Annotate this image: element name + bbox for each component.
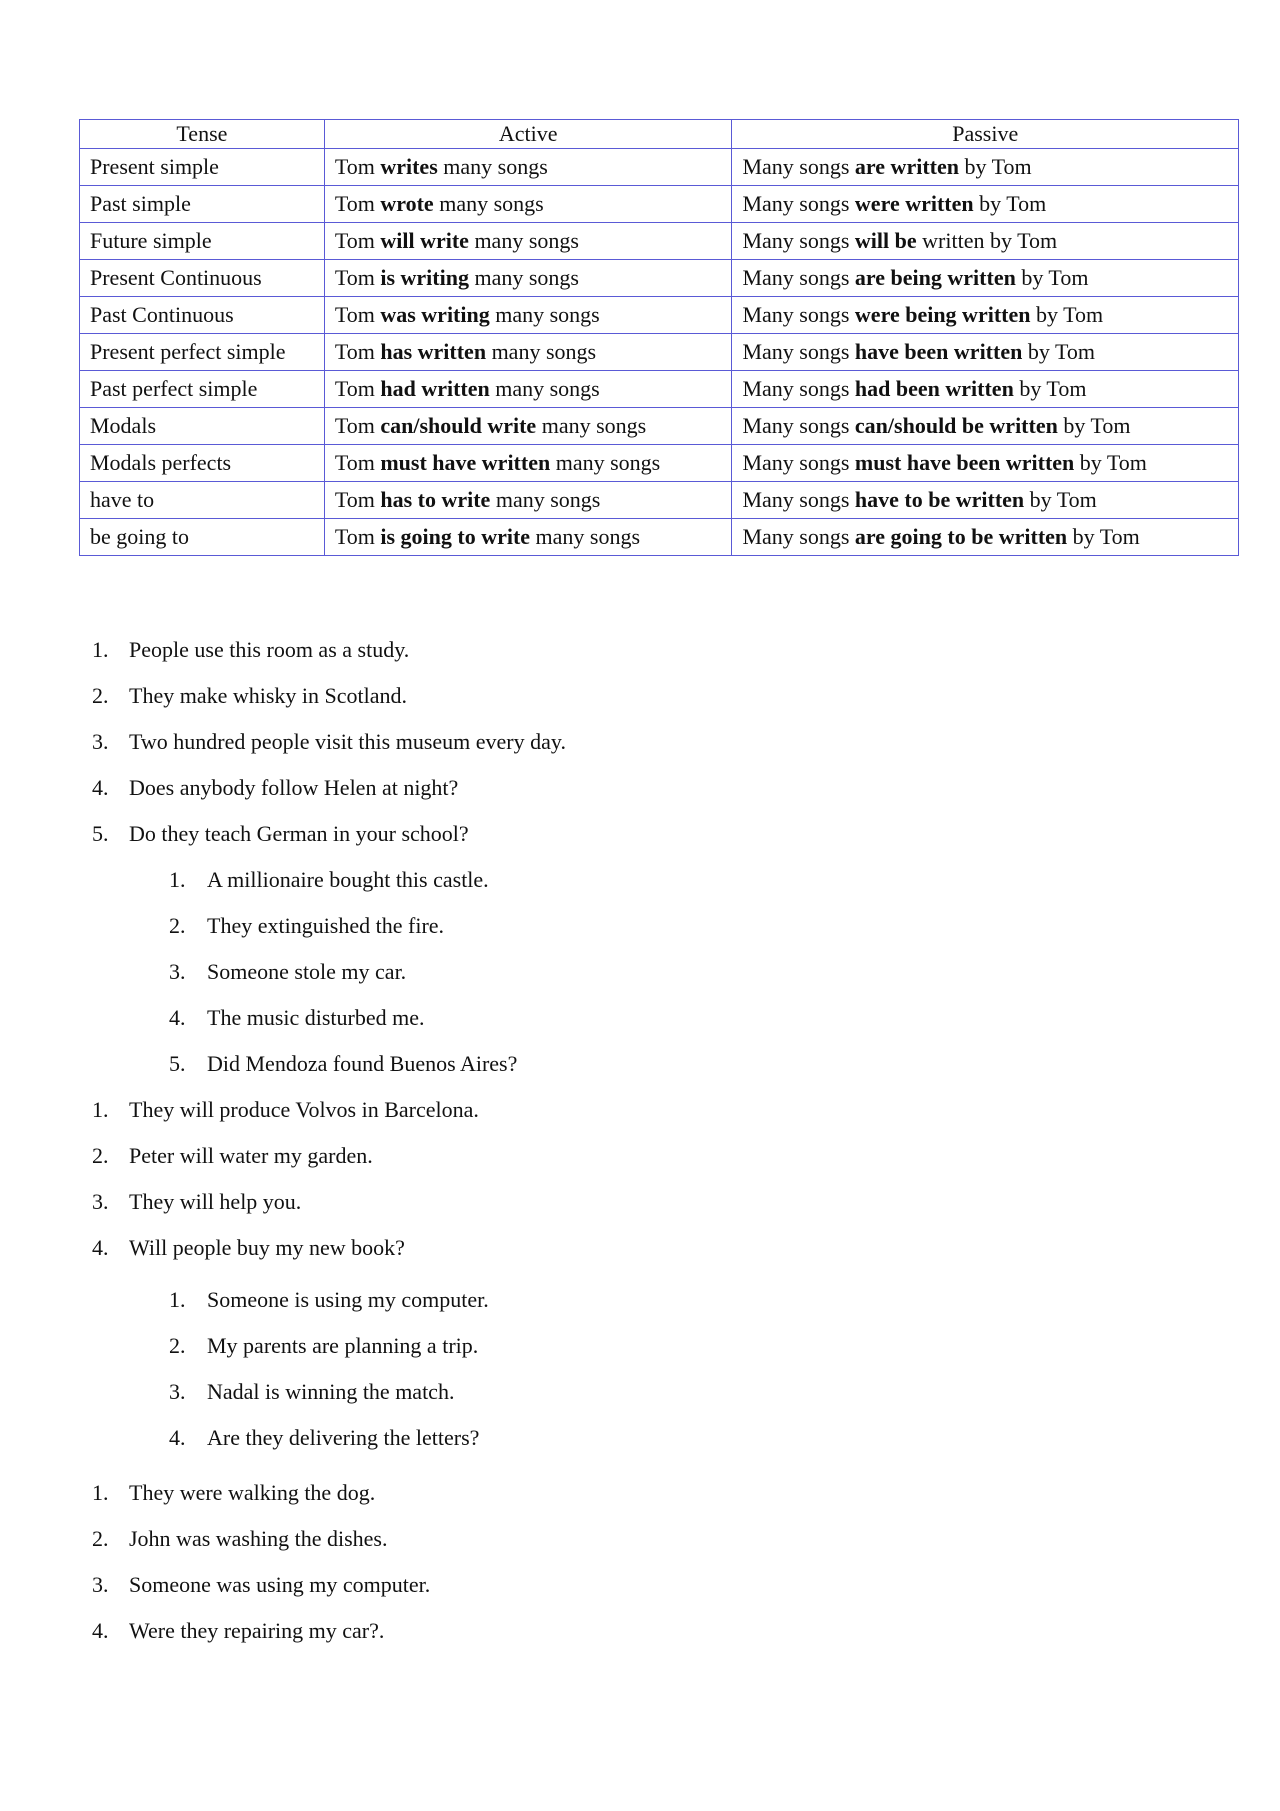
list-item-number: 3. — [92, 729, 109, 754]
plain-text: Tom — [334, 450, 381, 475]
passive-cell — [732, 297, 1239, 334]
list-item: They will help you. — [129, 1189, 302, 1214]
passive-cell — [732, 334, 1239, 371]
list-item-number: 4. — [169, 1005, 186, 1030]
active-cell — [324, 371, 732, 408]
table-header-row — [80, 120, 1239, 149]
list-item: Someone is using my computer. — [207, 1287, 489, 1312]
plain-text: many songs — [437, 154, 548, 179]
plain-text: Tom — [334, 191, 381, 216]
list-item-number: 2. — [92, 1143, 109, 1168]
passive-cell — [732, 186, 1239, 223]
verb-phrase: must have been written — [854, 450, 1075, 475]
active-cell — [324, 223, 732, 260]
list-item-number: 2. — [169, 1333, 186, 1358]
list-item-number: 3. — [92, 1189, 109, 1214]
passive-cell — [732, 223, 1239, 260]
verb-phrase: must have written — [380, 450, 551, 475]
table-row — [80, 519, 1239, 556]
list-item-number: 3. — [92, 1572, 109, 1597]
plain-text: Tom — [334, 339, 381, 364]
plain-text: many songs — [468, 265, 579, 290]
tense-cell: Past Continuous — [80, 297, 325, 334]
header-active: Active — [324, 120, 732, 149]
list-item-number: 2. — [92, 683, 109, 708]
active-cell — [324, 519, 732, 556]
list-item: They will produce Volvos in Barcelona. — [129, 1097, 479, 1122]
table-row — [80, 408, 1239, 445]
verb-phrase: can/should be written — [854, 413, 1058, 438]
list-item: Are they delivering the letters? — [207, 1425, 480, 1450]
tense-cell: be going to — [80, 519, 325, 556]
plain-text: by Tom — [958, 154, 1032, 179]
verb-phrase: writes — [380, 154, 438, 179]
list-item: Someone was using my computer. — [129, 1572, 431, 1597]
plain-text: by Tom — [1015, 265, 1089, 290]
plain-text: Tom — [334, 524, 381, 549]
passive-voice-table — [79, 119, 1239, 556]
verb-phrase: have been written — [854, 339, 1023, 364]
plain-text: many songs — [433, 191, 544, 216]
plain-text: Many songs — [742, 450, 855, 475]
verb-phrase: are being written — [854, 265, 1016, 290]
plain-text: Many songs — [742, 376, 855, 401]
table-row — [80, 334, 1239, 371]
list-item-number: 1. — [169, 867, 186, 892]
plain-text: Many songs — [742, 154, 855, 179]
table-body — [80, 149, 1239, 556]
plain-text: Tom — [334, 228, 381, 253]
passive-cell — [732, 260, 1239, 297]
active-cell — [324, 297, 732, 334]
tense-cell: Future simple — [80, 223, 325, 260]
list-item: Does anybody follow Helen at night? — [129, 775, 459, 800]
list-item: Were they repairing my car?. — [129, 1618, 385, 1643]
tense-cell: Past simple — [80, 186, 325, 223]
verb-phrase: are going to be written — [854, 524, 1068, 549]
verb-phrase: has written — [380, 339, 487, 364]
plain-text: many songs — [536, 413, 647, 438]
verb-phrase: has to write — [380, 487, 491, 512]
table-row — [80, 149, 1239, 186]
tense-cell: Modals perfects — [80, 445, 325, 482]
verb-phrase: will write — [380, 228, 469, 253]
table-row — [80, 297, 1239, 334]
plain-text: many songs — [489, 376, 600, 401]
list-item: Will people buy my new book? — [129, 1235, 405, 1260]
table-row — [80, 223, 1239, 260]
tense-cell: Present perfect simple — [80, 334, 325, 371]
plain-text: Many songs — [742, 339, 855, 364]
list-item-number: 3. — [169, 959, 186, 984]
table-row — [80, 186, 1239, 223]
plain-text: Tom — [334, 376, 381, 401]
plain-text: many songs — [490, 487, 601, 512]
verb-phrase: will be — [854, 228, 917, 253]
plain-text: many songs — [550, 450, 661, 475]
passive-cell — [732, 482, 1239, 519]
plain-text: Many songs — [742, 487, 855, 512]
header-passive: Passive — [732, 120, 1239, 149]
list-item-number: 5. — [169, 1051, 186, 1076]
header-tense: Tense — [80, 120, 325, 149]
list-item-number: 1. — [92, 1480, 109, 1505]
tense-cell: Present simple — [80, 149, 325, 186]
plain-text: Tom — [334, 413, 381, 438]
list-item: They extinguished the fire. — [207, 913, 445, 938]
active-cell — [324, 260, 732, 297]
plain-text: by Tom — [1013, 376, 1087, 401]
plain-text: by Tom — [1057, 413, 1131, 438]
list-item: Peter will water my garden. — [129, 1143, 373, 1168]
list-item: Someone stole my car. — [207, 959, 407, 984]
plain-text: Many songs — [742, 413, 855, 438]
plain-text: Tom — [334, 302, 381, 327]
list-item: They make whisky in Scotland. — [129, 683, 408, 708]
list-item-number: 4. — [92, 1618, 109, 1643]
plain-text: by Tom — [973, 191, 1047, 216]
passive-cell — [732, 408, 1239, 445]
plain-text: many songs — [530, 524, 641, 549]
list-item: My parents are planning a trip. — [207, 1333, 479, 1358]
list-item-number: 2. — [169, 913, 186, 938]
list-item-number: 4. — [92, 1235, 109, 1260]
verb-phrase: is going to write — [380, 524, 531, 549]
list-item: Nadal is winning the match. — [207, 1379, 455, 1404]
list-item: They were walking the dog. — [129, 1480, 376, 1505]
plain-text: by Tom — [1022, 339, 1095, 364]
verb-phrase: was writing — [380, 302, 490, 327]
passive-cell — [732, 371, 1239, 408]
table-row — [80, 482, 1239, 519]
list-item: John was washing the dishes. — [129, 1526, 388, 1551]
verb-phrase: had been written — [854, 376, 1014, 401]
plain-text: Tom — [334, 154, 381, 179]
plain-text: many songs — [489, 302, 600, 327]
table-row — [80, 260, 1239, 297]
list-item-number: 1. — [92, 1097, 109, 1122]
verb-phrase: were being written — [854, 302, 1031, 327]
passive-cell — [732, 149, 1239, 186]
plain-text: many songs — [468, 228, 579, 253]
active-cell — [324, 445, 732, 482]
active-cell — [324, 334, 732, 371]
list-item: People use this room as a study. — [129, 637, 410, 662]
plain-text: written by Tom — [916, 228, 1058, 253]
verb-phrase: can/should write — [380, 413, 537, 438]
plain-text: Tom — [334, 265, 381, 290]
tense-cell: Modals — [80, 408, 325, 445]
passive-cell — [732, 519, 1239, 556]
verb-phrase: are written — [854, 154, 959, 179]
plain-text: many songs — [486, 339, 597, 364]
list-item-number: 2. — [92, 1526, 109, 1551]
list-item-number: 4. — [169, 1425, 186, 1450]
passive-cell — [732, 445, 1239, 482]
plain-text: by Tom — [1024, 487, 1097, 512]
list-item: Do they teach German in your school? — [129, 821, 469, 846]
active-cell — [324, 482, 732, 519]
plain-text: by Tom — [1030, 302, 1104, 327]
plain-text: Many songs — [742, 228, 855, 253]
list-item: Two hundred people visit this museum every day. — [129, 729, 566, 754]
list-item: A millionaire bought this castle. — [207, 867, 489, 892]
plain-text: Many songs — [742, 302, 855, 327]
list-item-number: 5. — [92, 821, 109, 846]
plain-text: Many songs — [742, 524, 855, 549]
tense-cell: Past perfect simple — [80, 371, 325, 408]
table-row — [80, 445, 1239, 482]
tense-cell: have to — [80, 482, 325, 519]
verb-phrase: were written — [854, 191, 974, 216]
plain-text: Many songs — [742, 191, 855, 216]
active-cell — [324, 408, 732, 445]
active-cell — [324, 149, 732, 186]
list-item-number: 1. — [92, 637, 109, 662]
list-item-number: 3. — [169, 1379, 186, 1404]
verb-phrase: is writing — [380, 265, 469, 290]
table-row — [80, 371, 1239, 408]
active-cell — [324, 186, 732, 223]
list-item-number: 4. — [92, 775, 109, 800]
verb-phrase: wrote — [380, 191, 434, 216]
list-item-number: 1. — [169, 1287, 186, 1312]
plain-text: Tom — [334, 487, 381, 512]
plain-text: Many songs — [742, 265, 855, 290]
tense-cell: Present Continuous — [80, 260, 325, 297]
list-item: Did Mendoza found Buenos Aires? — [207, 1051, 518, 1076]
plain-text: by Tom — [1067, 524, 1140, 549]
verb-phrase: have to be written — [854, 487, 1025, 512]
plain-text: by Tom — [1074, 450, 1147, 475]
list-item: The music disturbed me. — [207, 1005, 425, 1030]
verb-phrase: had written — [380, 376, 490, 401]
